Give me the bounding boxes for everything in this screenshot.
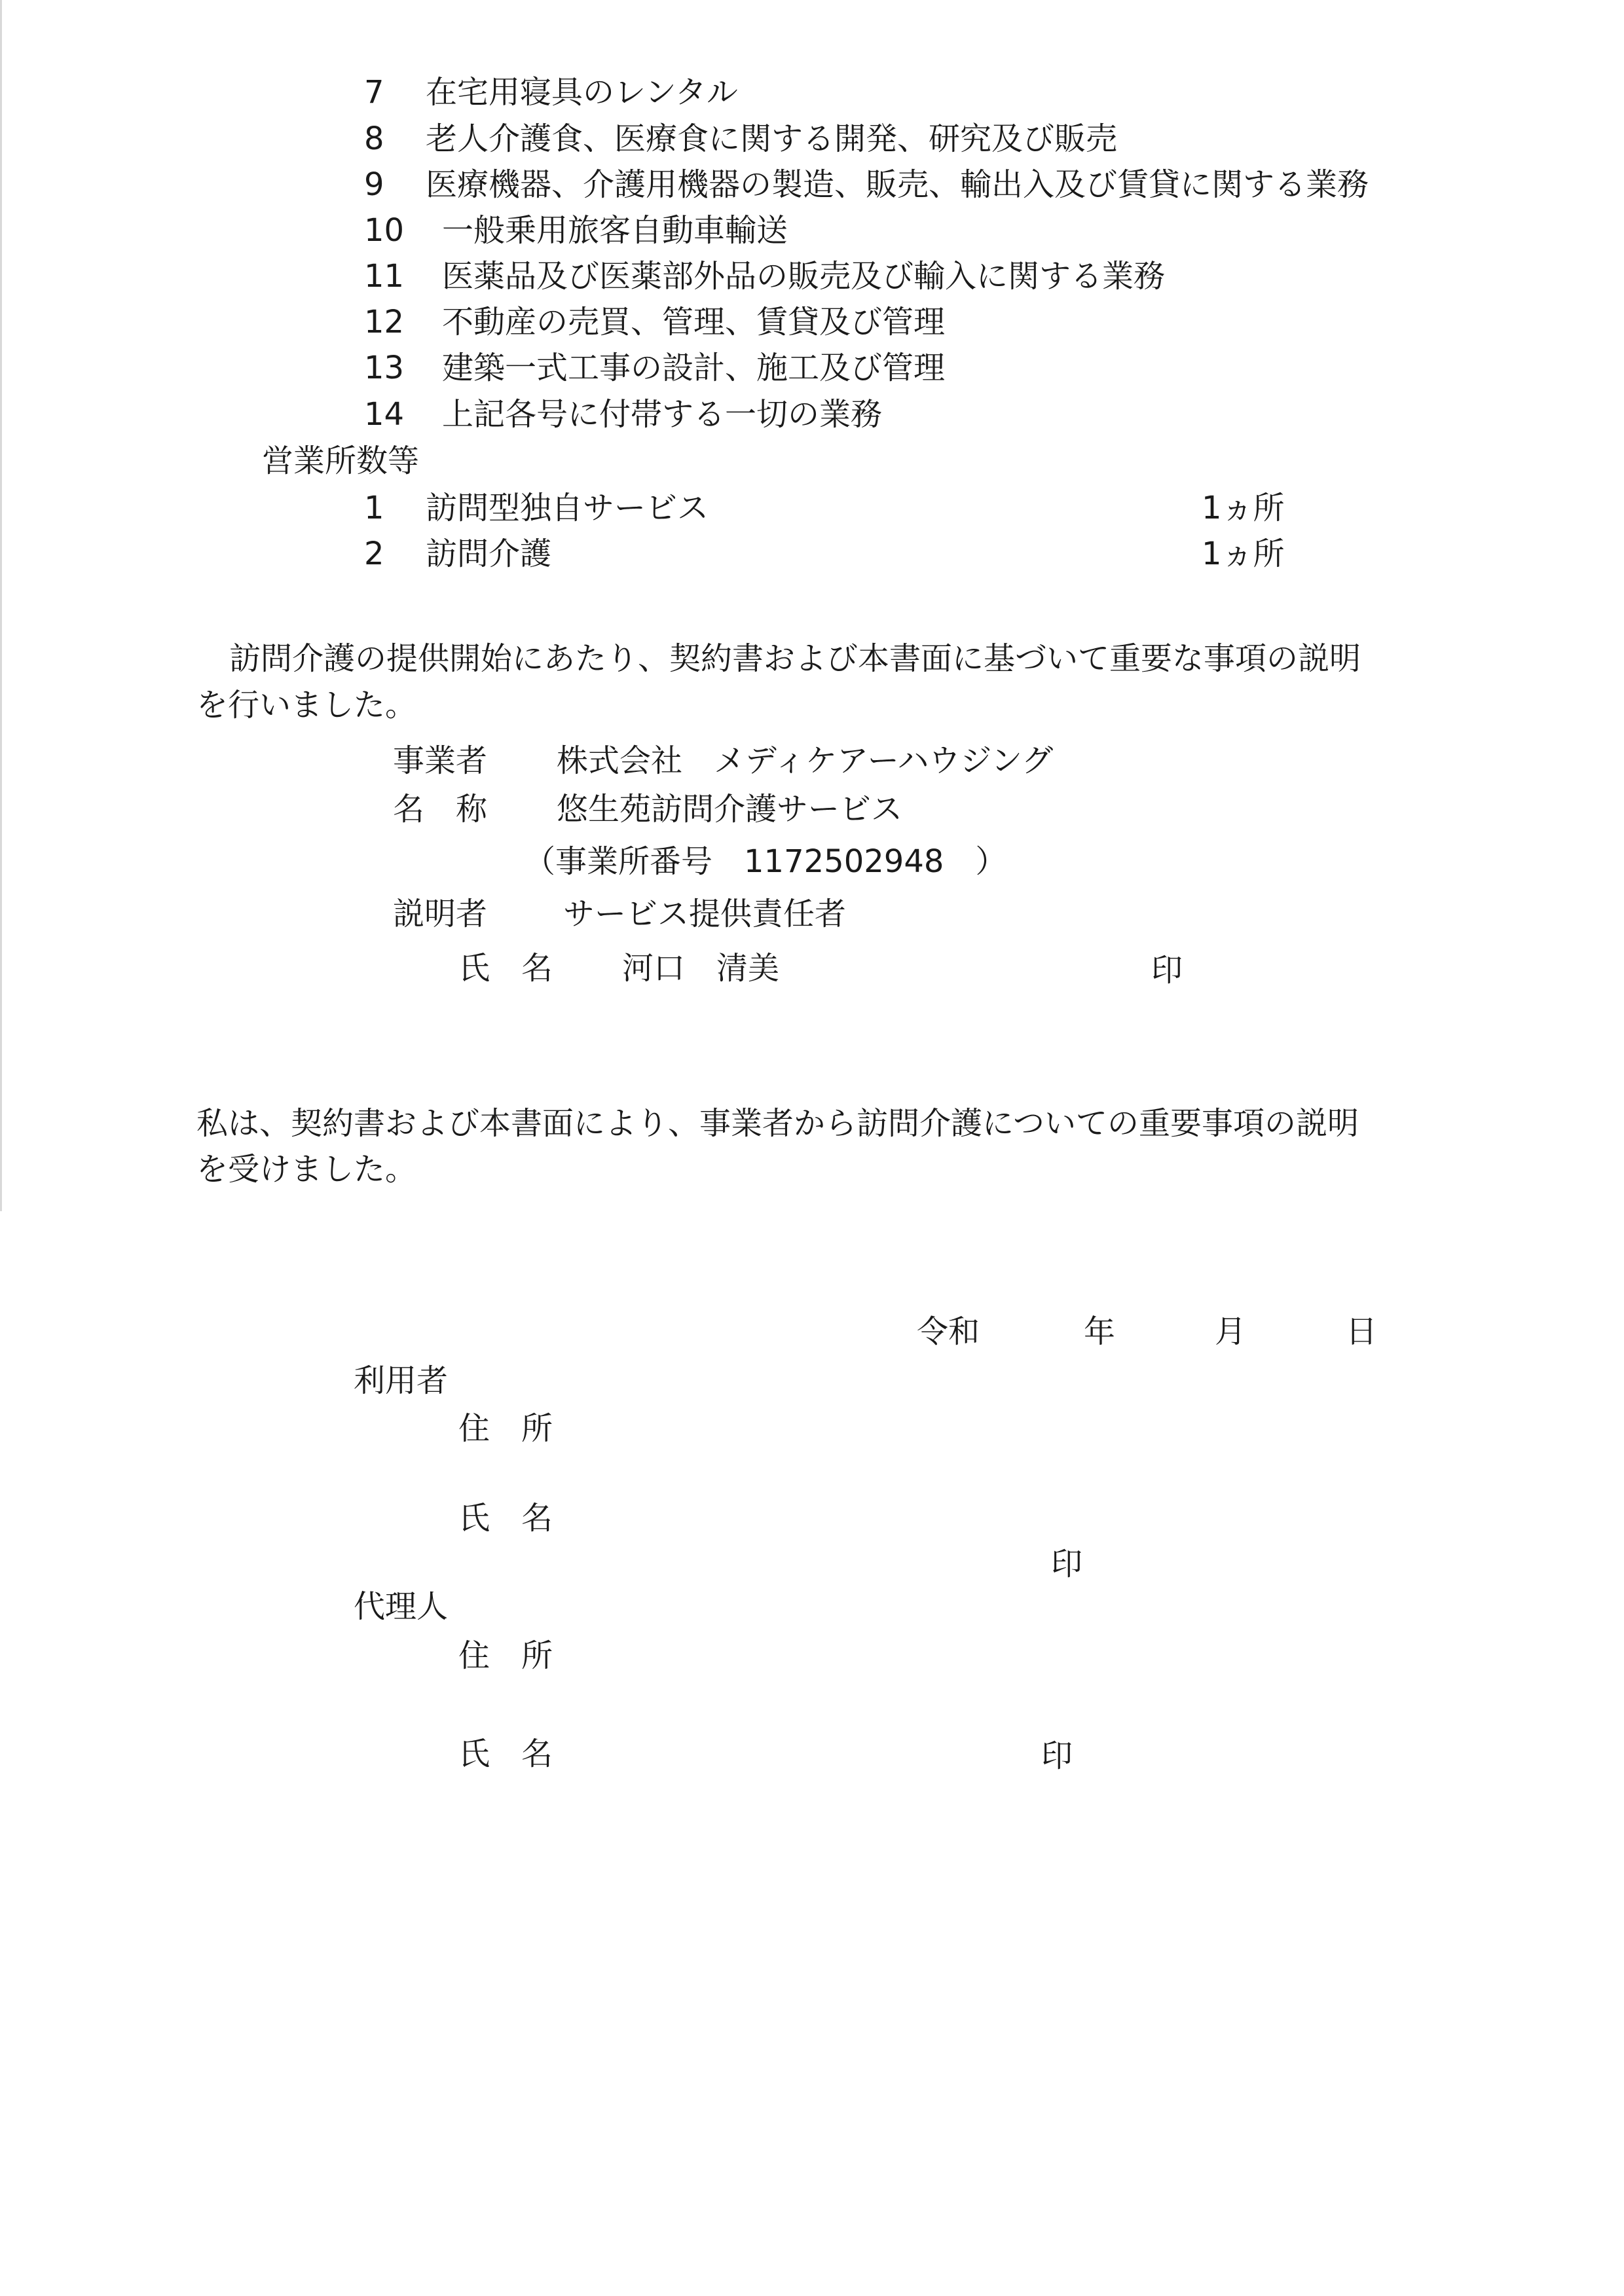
user-address-label: 住 所 bbox=[458, 1410, 553, 1447]
list-item: 在宅用寝具のレンタル bbox=[426, 74, 738, 111]
receipt-text: を受けました。 bbox=[196, 1151, 417, 1188]
seal-mark: 印 bbox=[1151, 952, 1183, 989]
office-count: 1ヵ所 bbox=[1202, 490, 1285, 526]
office-number: 1 bbox=[364, 490, 384, 526]
office-heading: 営業所数等 bbox=[262, 443, 420, 479]
office-name: 訪問型独自サービス bbox=[426, 490, 709, 526]
agent-name-label: 氏 名 bbox=[458, 1736, 553, 1772]
seal-mark: 印 bbox=[1041, 1738, 1073, 1774]
date-era: 令和 bbox=[917, 1313, 980, 1350]
name-label: 名 称 bbox=[393, 791, 488, 828]
list-number: 14 bbox=[364, 396, 405, 433]
list-number: 10 bbox=[364, 212, 405, 249]
explanation-text: 訪問介護の提供開始にあたり、契約書および本書面に基づいて重要な事項の説明 bbox=[229, 640, 1361, 677]
scan-edge-line bbox=[0, 0, 2, 1211]
explanation-text: を行いました。 bbox=[196, 687, 417, 723]
list-item: 一般乗用旅客自動車輸送 bbox=[442, 212, 788, 249]
person-value: 河口 清美 bbox=[622, 950, 780, 987]
list-item: 上記各号に付帯する一切の業務 bbox=[442, 396, 883, 433]
date-year: 年 bbox=[1084, 1313, 1116, 1350]
office-number-text: （事業所番号 1172502948 ） bbox=[524, 843, 1007, 880]
person-label: 氏 名 bbox=[458, 950, 553, 987]
date-month: 月 bbox=[1215, 1313, 1247, 1350]
office-name: 訪問介護 bbox=[426, 536, 552, 572]
office-count: 1ヵ所 bbox=[1202, 536, 1285, 572]
agent-heading: 代理人 bbox=[354, 1588, 449, 1625]
user-heading: 利用者 bbox=[354, 1362, 449, 1399]
list-number: 8 bbox=[364, 120, 384, 157]
list-item: 建築一式工事の設計、施工及び管理 bbox=[442, 350, 946, 386]
list-number: 7 bbox=[364, 74, 384, 111]
seal-mark: 印 bbox=[1051, 1546, 1083, 1582]
agent-address-label: 住 所 bbox=[458, 1637, 553, 1674]
list-item: 医療機器、介護用機器の製造、販売、輸出入及び賃貸に関する業務 bbox=[426, 166, 1369, 203]
provider-value: 株式会社 メディケアーハウジング bbox=[557, 742, 1054, 779]
list-item: 不動産の売買、管理、賃貸及び管理 bbox=[442, 304, 946, 340]
list-item: 老人介護食、医療食に関する開発、研究及び販売 bbox=[426, 120, 1118, 157]
list-number: 12 bbox=[364, 304, 405, 340]
list-number: 11 bbox=[364, 258, 405, 295]
explainer-label: 説明者 bbox=[393, 896, 488, 932]
office-number: 2 bbox=[364, 536, 384, 572]
date-day: 日 bbox=[1346, 1313, 1378, 1350]
user-name-label: 氏 名 bbox=[458, 1500, 553, 1537]
name-value: 悠生苑訪問介護サービス bbox=[557, 791, 903, 828]
explainer-value: サービス提供責任者 bbox=[563, 896, 847, 932]
list-item: 医薬品及び医薬部外品の販売及び輸入に関する業務 bbox=[442, 258, 1166, 295]
receipt-text: 私は、契約書および本書面により、事業者から訪問介護についての重要事項の説明 bbox=[196, 1105, 1359, 1142]
list-number: 13 bbox=[364, 350, 405, 386]
provider-label: 事業者 bbox=[393, 742, 488, 779]
list-number: 9 bbox=[364, 166, 384, 203]
